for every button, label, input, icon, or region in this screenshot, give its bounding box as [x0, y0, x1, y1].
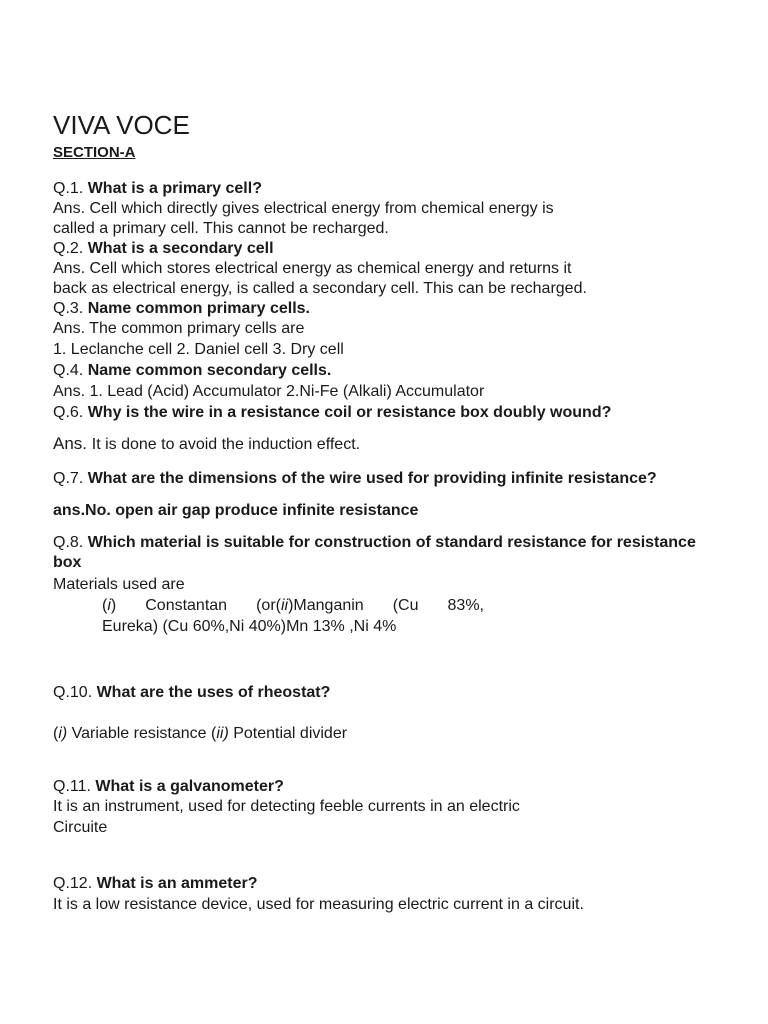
answer-2-line-2: back as electrical energy, is called a secondary cell. This can be recharged.: [53, 280, 587, 297]
question-text: What is an ammeter?: [96, 875, 258, 892]
answer-11-line-2: Circuite: [53, 819, 108, 836]
answer-1-line-2: called a primary cell. This cannot be recharged.: [53, 220, 389, 237]
answer-4-line-1: Ans. 1. Lead (Acid) Accumulator 2.Ni-Fe (Alkali) Accumulator: [53, 383, 485, 400]
question-8-line-2: box: [53, 554, 82, 571]
composition-cu: (Cu: [392, 597, 419, 614]
question-text: What is a galvanometer?: [95, 778, 284, 795]
composition-percent: 83%,: [447, 597, 484, 614]
question-number: Q.2.: [53, 240, 88, 257]
question-2: [53, 239, 274, 259]
question-text: Which material is suitable for construction of standard resistance for resistance: [87, 534, 696, 551]
question-text: What are the uses of rheostat?: [96, 684, 331, 701]
question-text: Name common secondary cells.: [87, 362, 332, 379]
answer-text: It is done to avoid the induction effect.: [91, 436, 361, 453]
question-number: Q.8.: [53, 534, 88, 551]
answer-2-line-1: Ans. Cell which stores electrical energy as chemical energy and returns it: [53, 260, 572, 277]
list-marker: (i): [102, 597, 117, 614]
answer-6: [53, 434, 360, 455]
answer-3-line-1: Ans. The common primary cells are: [53, 320, 305, 337]
question-number: Q.4.: [53, 362, 88, 379]
answer-prefix: Ans.: [53, 434, 92, 453]
question-text: What is a primary cell?: [87, 180, 262, 197]
question-text: Name common primary cells.: [87, 300, 310, 317]
question-number: Q.12.: [53, 875, 97, 892]
question-text: What are the dimensions of the wire used for providing infinite resistance?: [87, 470, 657, 487]
question-number: Q.3.: [53, 300, 88, 317]
question-4: [53, 361, 331, 381]
question-11: [53, 777, 284, 797]
question-number: Q.1.: [53, 180, 88, 197]
question-3: [53, 299, 310, 319]
question-7: [53, 469, 657, 489]
answer-3-line-2: 1. Leclanche cell 2. Daniel cell 3. Dry cell: [53, 341, 344, 358]
page-title: VIVA VOCE: [53, 110, 190, 140]
question-text: What is a secondary cell: [87, 240, 274, 257]
question-number: Q.7.: [53, 470, 88, 487]
answer-7: ans.No. open air gap produce infinite resistance: [53, 502, 419, 519]
question-1: [53, 179, 262, 199]
answer-8-line-1: Materials used are: [53, 576, 185, 593]
material-manganin: (or(ii)Manganin: [256, 597, 364, 614]
question-number: Q.11.: [53, 778, 96, 795]
question-12: [53, 874, 258, 894]
question-8: [53, 533, 696, 553]
answer-11-line-1: It is an instrument, used for detecting feeble currents in an electric: [53, 798, 520, 815]
question-6: [53, 403, 611, 423]
answer-10: (i) Variable resistance (ii) Potential divider: [53, 725, 348, 742]
answer-12-line-1: It is a low resistance device, used for measuring electric current in a circuit.: [53, 896, 584, 913]
question-number: Q.6.: [53, 404, 88, 421]
question-10: [53, 683, 330, 703]
material-constantan: Constantan: [145, 597, 228, 614]
answer-8-line-2: [102, 596, 484, 616]
question-number: Q.10.: [53, 684, 97, 701]
section-heading: SECTION-A: [53, 144, 136, 161]
answer-1-line-1: Ans. Cell which directly gives electrical energy from chemical energy is: [53, 200, 554, 217]
question-text: Why is the wire in a resistance coil or resistance box doubly wound?: [87, 404, 612, 421]
answer-8-line-3: Eureka) (Cu 60%,Ni 40%)Mn 13% ,Ni 4%: [102, 618, 397, 635]
